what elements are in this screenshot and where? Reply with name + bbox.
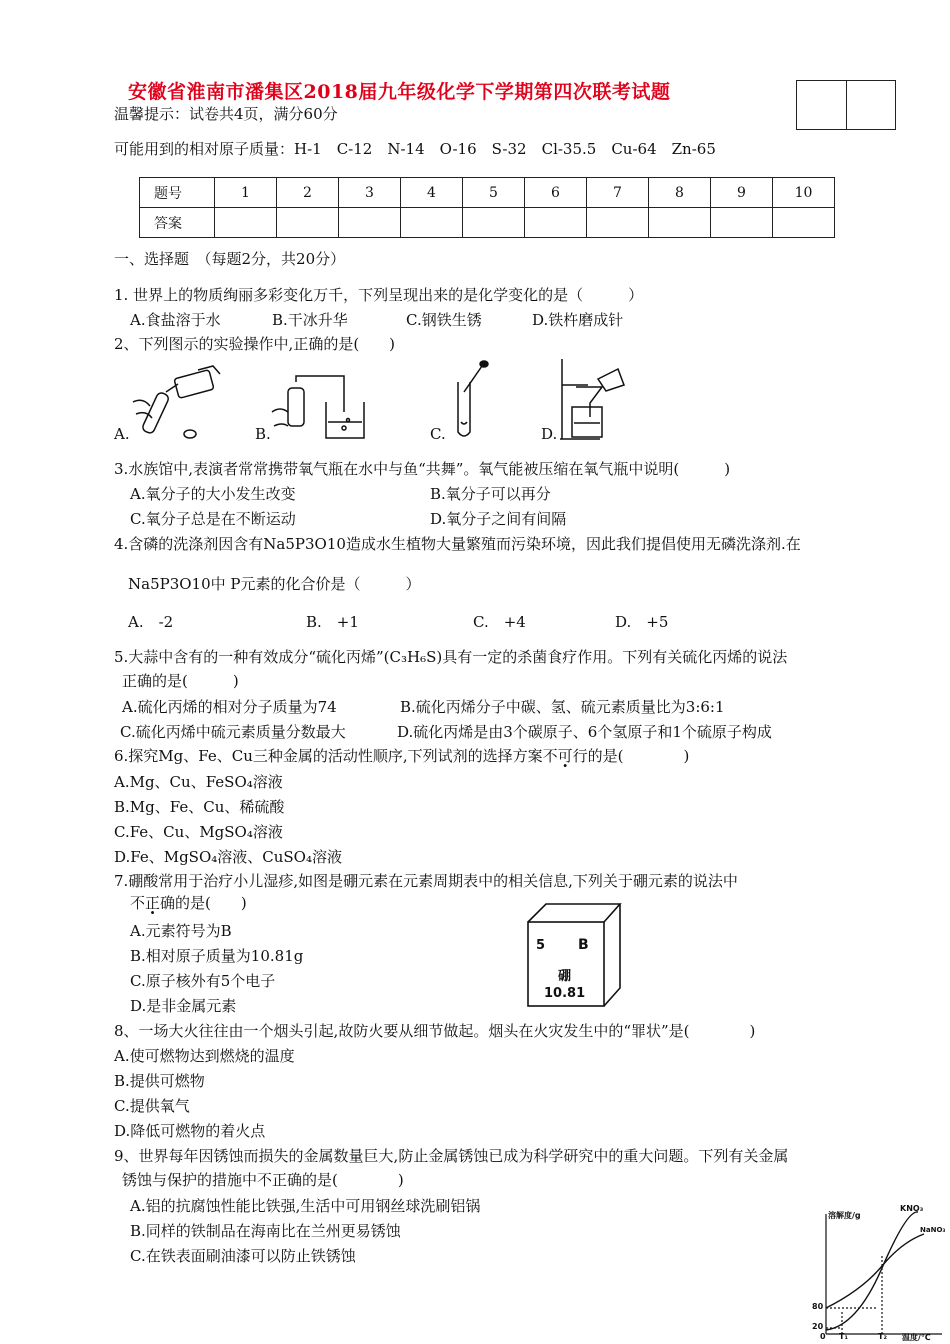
question-number: 4 xyxy=(401,178,463,208)
question-number: 5 xyxy=(463,178,525,208)
series-nano3-label: NaNO₃ xyxy=(920,1226,946,1234)
q7-option-a: A.元素符号为B xyxy=(130,922,232,940)
filtration-setup-icon xyxy=(558,357,630,441)
question-number: 6 xyxy=(525,178,587,208)
atomic-mass-line: 可能用到的相对原子质量：H-1 C-12 N-14 O-16 S-32 Cl-35.5 Cu-64 Zn-65 xyxy=(114,140,716,158)
nano3-curve xyxy=(826,1234,924,1308)
q6-option-c: C.Fe、Cu、MgSO₄溶液 xyxy=(114,823,283,841)
q6-option-d: D.Fe、MgSO₄溶液、CuSO₄溶液 xyxy=(114,848,342,866)
question-number: 8 xyxy=(649,178,711,208)
q1-option-d: D.铁杵磨成针 xyxy=(532,311,624,329)
q7-option-c: C.原子核外有5个电子 xyxy=(130,972,276,990)
q7-stem-emphasis: 不正确 xyxy=(130,894,176,912)
question-number: 7 xyxy=(587,178,649,208)
q3-option-d: D.氧分子之间有间隔 xyxy=(430,510,567,528)
exam-tip: 温馨提示：试卷共4页，满分60分 xyxy=(114,105,338,123)
q1-stem: 1. 世界上的物质绚丽多彩变化万千，下列呈现出来的是化学变化的是（ ） xyxy=(114,286,644,304)
q6-stem-end: 的是( ) xyxy=(587,747,690,765)
question-number: 2 xyxy=(277,178,339,208)
q6-stem-emphasis: 不可行 xyxy=(542,747,588,765)
y-tick-80: 80 xyxy=(812,1302,824,1311)
q1-option-b: B.干冰升华 xyxy=(272,311,348,329)
question-number: 3 xyxy=(339,178,401,208)
q7-stem-continued xyxy=(130,893,247,913)
q3-option-a: A.氧分子的大小发生改变 xyxy=(130,485,296,503)
q8-option-a: A.使可燃物达到燃烧的温度 xyxy=(114,1047,295,1065)
q5-option-d: D.硫化丙烯是由3个碳原子、6个氢原子和1个硫原子构成 xyxy=(397,723,772,741)
score-box xyxy=(796,80,896,130)
q7-option-d: D.是非金属元素 xyxy=(130,997,237,1015)
origin-label: 0 xyxy=(820,1332,826,1341)
question-number: 9 xyxy=(711,178,773,208)
q9-option-c: C.在铁表面刷油漆可以防止铁锈蚀 xyxy=(130,1247,356,1265)
q7-stem: 7.硼酸常用于治疗小儿湿疹,如图是硼元素在元素周期表中的相关信息,下列关于硼元素的说法中 xyxy=(114,872,738,890)
series-kno3-label: KNO₃ xyxy=(900,1204,924,1213)
answer-cell[interactable] xyxy=(277,208,339,238)
section-heading: 一、选择题 （每题2分，共20分） xyxy=(114,250,346,268)
q4-stem: 4.含磷的洗涤剂因含有Na5P3O10造成水生植物大量繁殖而污染环境，因此我们提倡使用无磷洗涤剂.在 xyxy=(114,535,801,553)
q2-option-d: D. xyxy=(541,425,558,443)
graph-x-label: 温度/℃ xyxy=(902,1333,931,1342)
question-number: 10 xyxy=(773,178,835,208)
q4-option-b: B. +1 xyxy=(306,613,359,631)
answer-cell[interactable] xyxy=(711,208,773,238)
q2-option-b: B. xyxy=(255,425,271,443)
x-tick-t1: T₁ xyxy=(839,1332,848,1341)
page-title: 安徽省淮南市潘集区2018届九年级化学下学期第四次联考试题 xyxy=(128,81,671,103)
element-symbol: B xyxy=(578,937,589,953)
q2-stem: 2、下列图示的实验操作中,正确的是( ) xyxy=(114,335,396,353)
q7-stem-end: 的是( ) xyxy=(175,894,247,912)
element-mass: 10.81 xyxy=(544,986,586,1001)
q8-option-c: C.提供氧气 xyxy=(114,1097,190,1115)
answer-cell[interactable] xyxy=(463,208,525,238)
q9-stem: 9、世界每年因锈蚀而损失的金属数量巨大,防止金属锈蚀已成为科学研究中的重大问题。下列有关金属 xyxy=(114,1147,789,1165)
element-number: 5 xyxy=(536,938,546,953)
question-number: 1 xyxy=(215,178,277,208)
kno3-curve xyxy=(826,1212,918,1330)
answer-table-answer-row xyxy=(140,208,835,238)
q9-option-a: A.铝的抗腐蚀性能比铁强,生活中可用钢丝球洗刷铝锅 xyxy=(130,1197,481,1215)
q1-option-a: A.食盐溶于水 xyxy=(130,311,221,329)
q4-option-d: D. +5 xyxy=(615,613,669,631)
answer-table-header-row xyxy=(140,178,835,208)
pouring-liquid-icon xyxy=(128,362,223,440)
answer-cell[interactable] xyxy=(401,208,463,238)
answer-cell[interactable] xyxy=(525,208,587,238)
q9-option-b: B.同样的铁制品在海南比在兰州更易锈蚀 xyxy=(130,1222,401,1240)
answer-cell[interactable] xyxy=(773,208,835,238)
y-tick-20: 20 xyxy=(812,1322,824,1331)
q4-option-a: A. -2 xyxy=(128,613,174,631)
q5-option-c: C.硫化丙烯中硫元素质量分数最大 xyxy=(120,723,346,741)
q6-stem xyxy=(114,746,689,766)
q7-option-b: B.相对原子质量为10.81g xyxy=(130,947,304,965)
q2-option-c: C. xyxy=(430,425,446,443)
q6-stem-start: 6.探究Mg、Fe、Cu三种金属的活动性顺序,下列试剂的选择方案 xyxy=(114,747,543,765)
q5-stem: 5.大蒜中含有的一种有效成分“硫化丙烯”(C₃H₆S)具有一定的杀菌食疗作用。下列有关硫化丙烯的说法 xyxy=(114,648,788,666)
q6-option-b: B.Mg、Fe、Cu、稀硫酸 xyxy=(114,798,285,816)
q3-option-b: B.氧分子可以再分 xyxy=(430,485,551,503)
solubility-graph xyxy=(812,1204,946,1342)
q5-option-b: B.硫化丙烯分子中碳、氢、硫元素质量比为3:6:1 xyxy=(400,698,725,716)
q1-option-c: C.钢铁生锈 xyxy=(406,311,482,329)
x-tick-t2: T₂ xyxy=(878,1332,887,1341)
answer-cell[interactable] xyxy=(587,208,649,238)
q6-option-a: A.Mg、Cu、FeSO₄溶液 xyxy=(114,773,283,791)
q9-stem-continued: 锈蚀与保护的措施中不正确的是( ) xyxy=(122,1171,404,1189)
table-header-label: 题号 xyxy=(140,178,215,208)
graph-y-label: 溶解度/g xyxy=(828,1211,861,1220)
test-tube-dropper-icon xyxy=(452,360,492,440)
q8-option-b: B.提供可燃物 xyxy=(114,1072,205,1090)
answer-cell[interactable] xyxy=(215,208,277,238)
answer-cell[interactable] xyxy=(649,208,711,238)
q4-stem-continued: Na5P3O10中 P元素的化合价是（ ） xyxy=(128,575,421,593)
q5-stem-continued: 正确的是( ) xyxy=(122,672,239,690)
q2-option-a: A. xyxy=(114,425,130,443)
q5-option-a: A.硫化丙烯的相对分子质量为74 xyxy=(122,698,337,716)
q4-option-c: C. +4 xyxy=(473,613,526,631)
answer-table xyxy=(139,177,835,238)
table-answer-label: 答案 xyxy=(140,208,215,238)
airtight-check-icon xyxy=(268,372,378,440)
element-name: 硼 xyxy=(558,969,572,984)
q8-stem: 8、一场大火往往由一个烟头引起,故防火要从细节做起。烟头在火灾发生中的“罪状”是( ) xyxy=(114,1022,756,1040)
answer-cell[interactable] xyxy=(339,208,401,238)
q8-option-d: D.降低可燃物的着火点 xyxy=(114,1122,266,1140)
q3-stem: 3.水族馆中,表演者常常携带氧气瓶在水中与鱼“共舞”。氧气能被压缩在氧气瓶中说明( ) xyxy=(114,460,731,478)
element-card xyxy=(522,902,622,1010)
q3-option-c: C.氧分子总是在不断运动 xyxy=(130,510,296,528)
